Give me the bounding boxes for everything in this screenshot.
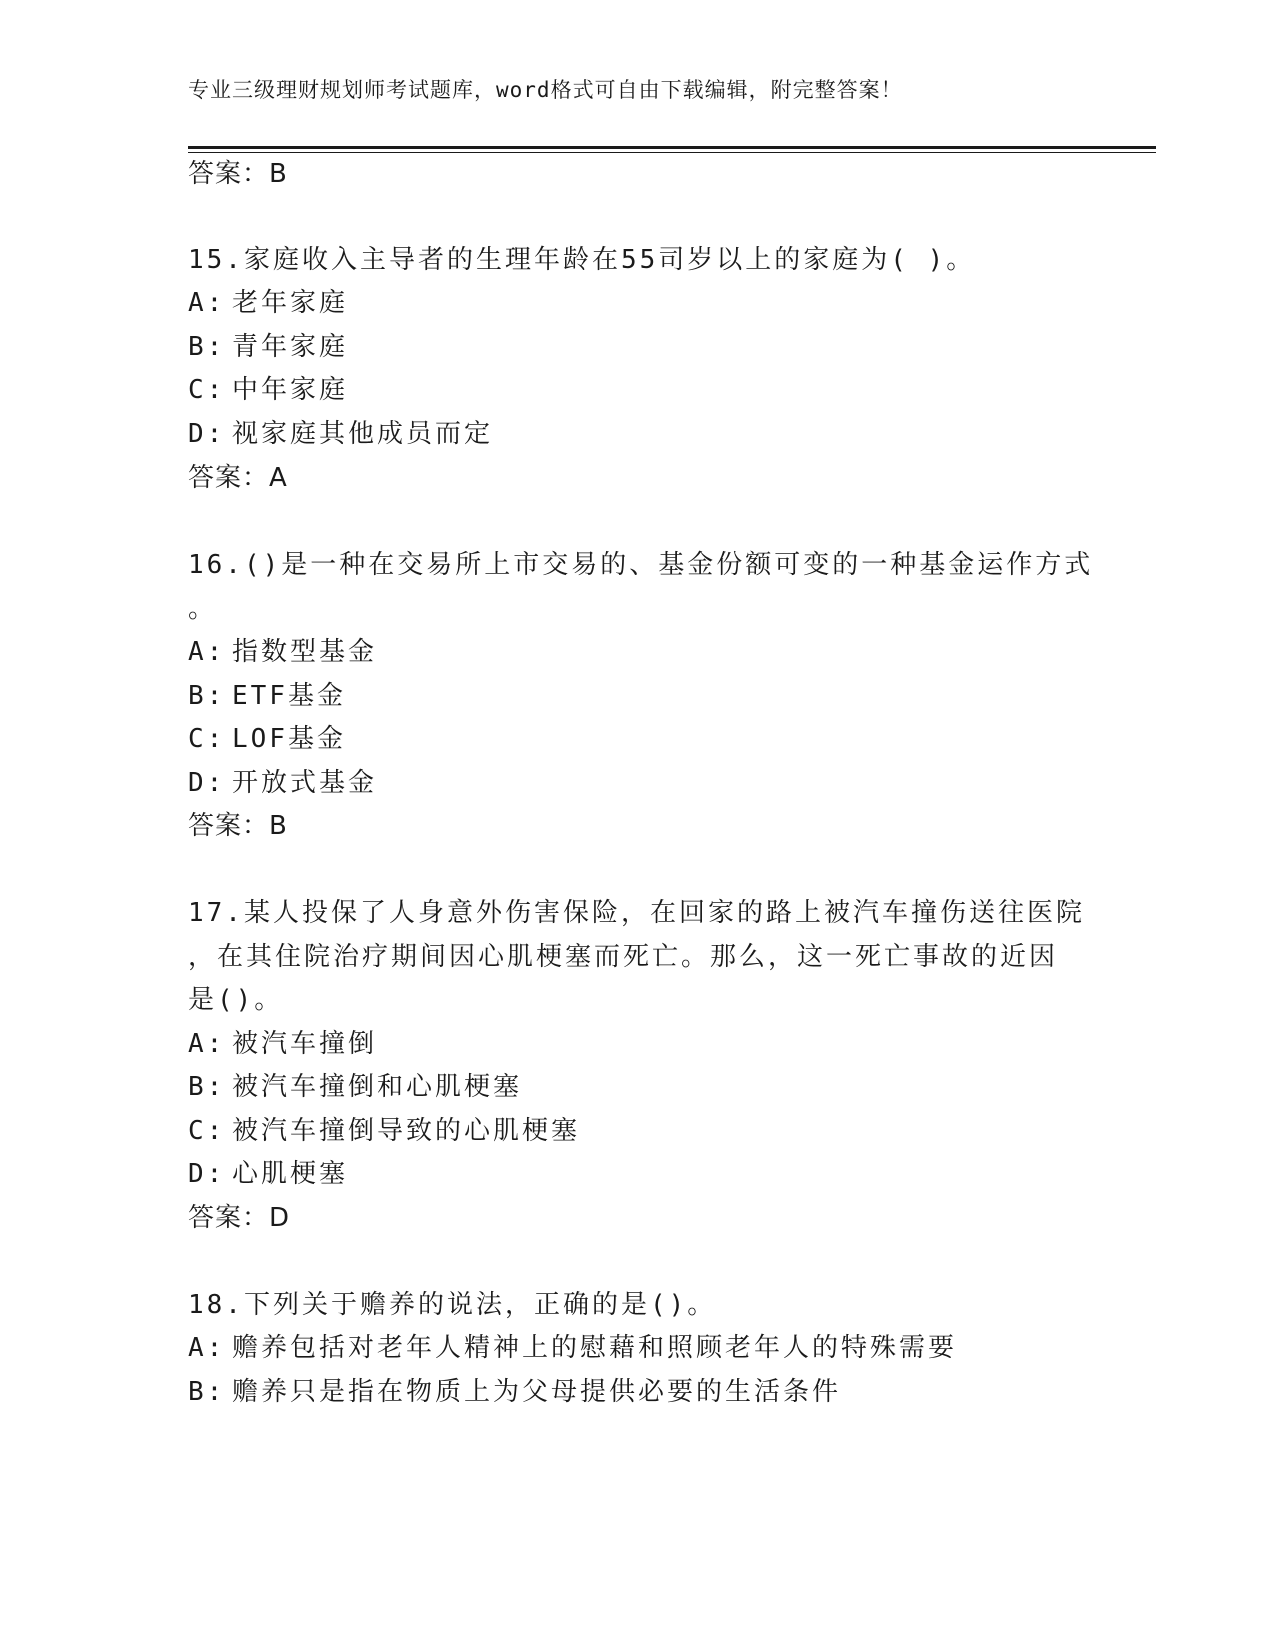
option-a [188, 636, 377, 668]
option-text: 老年家庭 [232, 288, 349, 318]
question-16-stem-cont: 。 [188, 594, 218, 624]
question-16-stem: 16.()是一种在交易所上市交易的、基金份额可变的一种基金运作方式 [188, 550, 1094, 580]
question-15-stem: 15.家庭收入主导者的生理年龄在55司岁以上的家庭为( )。 [188, 245, 976, 275]
option-a [188, 1028, 377, 1060]
option-text: 被汽车撞倒 [232, 1029, 378, 1059]
option-b [188, 680, 346, 712]
option-text: 被汽车撞倒导致的心肌梗塞 [232, 1116, 581, 1146]
option-label: D: [188, 419, 226, 449]
option-text: 中年家庭 [232, 375, 349, 405]
option-text: ETF基金 [232, 681, 346, 711]
option-text: 赡养只是指在物质上为父母提供必要的生活条件 [232, 1377, 842, 1407]
option-a [188, 287, 348, 319]
option-text: 指数型基金 [232, 637, 378, 667]
option-label: A: [188, 1333, 226, 1363]
option-label: C: [188, 1116, 226, 1146]
answer-text: 答案：B [188, 811, 288, 841]
header-rule-thin [188, 152, 1156, 153]
option-label: A: [188, 1029, 226, 1059]
question-17-stem-cont: 是()。 [188, 985, 284, 1015]
option-label: B: [188, 1072, 226, 1102]
option-text: 心肌梗塞 [232, 1159, 349, 1189]
option-label: D: [188, 1159, 226, 1189]
answer-text: 答案：D [188, 1203, 291, 1233]
option-label: A: [188, 637, 226, 667]
option-c [188, 723, 346, 755]
option-label: B: [188, 1377, 226, 1407]
option-label: B: [188, 332, 226, 362]
answer-text: 答案：B [188, 159, 288, 189]
question-17-stem-cont: ，在其住院治疗期间因心肌梗塞而死亡。那么，这一死亡事故的近因 [188, 942, 1059, 972]
question-17-stem: 17.某人投保了人身意外伤害保险，在回家的路上被汽车撞伤送往医院 [188, 898, 1085, 928]
option-d [188, 418, 493, 450]
option-d [188, 1158, 348, 1190]
option-label: C: [188, 375, 226, 405]
option-text: 开放式基金 [232, 768, 378, 798]
answer-text: 答案：A [188, 463, 288, 493]
option-label: C: [188, 724, 226, 754]
option-text: LOF基金 [232, 724, 346, 754]
question-18-stem: 18.下列关于赡养的说法，正确的是()。 [188, 1290, 717, 1320]
header-rule-thick [188, 146, 1156, 149]
option-c [188, 1115, 580, 1147]
option-text: 赡养包括对老年人精神上的慰藉和照顾老年人的特殊需要 [232, 1333, 958, 1363]
option-text: 青年家庭 [232, 332, 349, 362]
option-a [188, 1332, 957, 1364]
option-label: B: [188, 681, 226, 711]
option-b [188, 331, 348, 363]
option-b [188, 1376, 841, 1408]
page-header: 专业三级理财规划师考试题库，word格式可自由下载编辑，附完整答案！ [188, 78, 903, 102]
option-label: D: [188, 768, 226, 798]
option-text: 视家庭其他成员而定 [232, 419, 494, 449]
option-label: A: [188, 288, 226, 318]
option-d [188, 767, 377, 799]
option-b [188, 1071, 522, 1103]
option-text: 被汽车撞倒和心肌梗塞 [232, 1072, 523, 1102]
option-c [188, 374, 348, 406]
